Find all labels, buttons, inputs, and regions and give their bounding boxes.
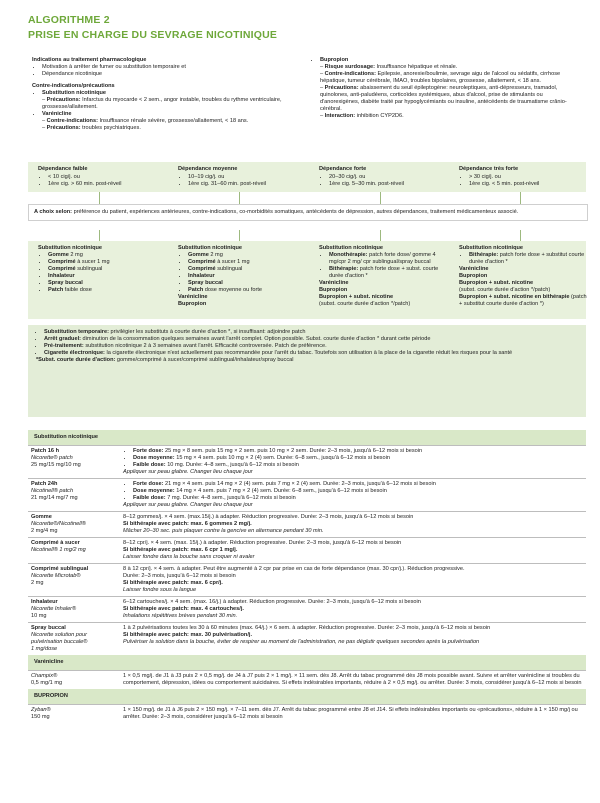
- table-section-header: [28, 689, 586, 705]
- treatment-title: Substitution nicotinique: [38, 245, 103, 251]
- text: Si bithérapie avec patch: max. 6 gommes 2 mg/j.: [123, 521, 252, 527]
- precautions-text: abaissement du seuil épileptogène: neuroleptiques, anti-dépresseurs, tramadol, quinolones, anti-paludéens, corticoïdes systémiques, abus d'alcool, prise de stimulants ou d'anorexigènes, diabète traité par hypoglycémiants ou insuline, antécédents de traumatisme crânio-cérébral.: [320, 85, 567, 112]
- text: 14 mg × 4 sem. puis 7 mg × 2 (4) sem. Durée: 6–8 sem., jusqu'à 6–12 mois si besoin: [174, 488, 387, 494]
- dependence-criterion: • 1ère cig. > 60 min. post-réveil: [48, 181, 166, 188]
- text: Inhalateur: [31, 599, 58, 605]
- note-item: [44, 350, 580, 357]
- text: Inhalateur: [188, 273, 215, 279]
- connector: [380, 230, 381, 241]
- choice-text: préférence du patient, expériences antérieures, contre-indications, co-morbidités somatiques, antécédents de dépression, autres dépendances, traitement médicamenteux associé.: [72, 209, 519, 215]
- text: *Subst. courte durée d'action:: [36, 357, 116, 363]
- text: Mâcher 20–30 sec. puis plaquer contre la gencive en alternance pendant 30 min.: [123, 528, 324, 534]
- note-item: [44, 336, 580, 343]
- text: Gomme: [188, 252, 209, 258]
- text: Nicorette solution pour pulvérisation buccale®: [31, 632, 88, 645]
- bupropion-combo-option: Bupropion + subst. nicotine: [459, 280, 534, 286]
- connector: [520, 192, 521, 204]
- text: Comprimé: [188, 266, 216, 272]
- text: Patch: [188, 287, 204, 293]
- text: 25 mg × 8 sem. puis 15 mg × 2 sem. puis 10 mg × 2 sem. Durée: 2–3 mois, jusqu'à 6–12 mois si besoin: [163, 448, 423, 454]
- text: Nicorette® patch: [31, 455, 73, 461]
- text: Pré-traitement:: [44, 343, 84, 349]
- text: Faible dose:: [133, 495, 166, 501]
- contra-sub1-title: Substitution nicotinique: [42, 90, 107, 96]
- note-asterisk: [28, 357, 586, 364]
- indications-heading: Indications au traitement pharmacologique: [32, 57, 147, 63]
- text: 10 mg: [31, 613, 47, 619]
- text: Forte dose:: [133, 448, 164, 454]
- indications-section: Indications au traitement pharmacologique • Motivation à arrêter de fumer ou substitution temporaire et • Dépendance nicotinique Contre-indications/précautions • Substitution nicotinique – Précautions: Infarctus du myocarde < 2 sem., angor instable, troubles du rythme ventriculaire, grossesse/allaitement. • Varénicline – Contre-indications: Insuffisance rénale sévère, grossesse/allaitement, < 18 ans. – Précautions: troubles psychiatriques.: [32, 57, 294, 132]
- contra-sub2-title: Varénicline: [42, 111, 72, 117]
- text: Gomme: [31, 514, 52, 520]
- text: Comprimé: [188, 259, 216, 265]
- text: BUPROPION: [28, 689, 586, 705]
- connector: [239, 230, 240, 241]
- text: Bithérapie:: [469, 252, 499, 258]
- dependence-weak: [38, 166, 166, 188]
- combo-note: (patch + substitut courte durée d'action *): [459, 294, 587, 307]
- bupropion-combo-option: Bupropion + subst. nicotine: [319, 294, 394, 300]
- text: 2 mg: [208, 252, 223, 258]
- text: sublingual: [215, 266, 243, 272]
- text: Nicorette®/Nicotinell®: [31, 521, 86, 527]
- treatment-options: [28, 241, 586, 319]
- precautions-label: Précautions:: [324, 85, 359, 91]
- text: dose moyenne ou forte: [203, 287, 263, 293]
- dependence-criterion: • < 10 cig/j. ou: [48, 174, 166, 181]
- indication-item: • Dépendance nicotinique: [42, 71, 294, 78]
- text: 1 × 150 mg/j. de J1 à J6 puis 2 × 150 mg/j. × 7–11 sem. dès J7. Arrêt du tabac programmé entre J8 et J14. Si effets indésirables importants ou «précautions», réduire à 1 × 150 mg/j ou arrêter. Durée: 2–3 mois, considérer jusqu'à 6–12 mois si besoin: [123, 707, 578, 720]
- bupropion-option: Bupropion: [319, 287, 348, 293]
- text: 21 mg/14 mg/7 mg: [31, 495, 78, 501]
- text: à sucer 1 mg: [75, 259, 110, 265]
- text: Monothérapie:: [329, 252, 368, 258]
- table-row: [28, 623, 586, 656]
- text: Comprimé sublingual: [31, 566, 89, 572]
- text: Inhalations répétitives brèves pendant 30 min.: [123, 613, 238, 619]
- text: Nicotinell® 1 mg/2 mg: [31, 547, 86, 553]
- table-row: [28, 446, 586, 479]
- treatment-col-weak: [38, 245, 166, 294]
- text: Si bithérapie avec patch: max. 6 cpr/j.: [123, 580, 223, 586]
- varenicline-option: Varénicline: [178, 294, 208, 300]
- text: Dose moyenne:: [133, 455, 175, 461]
- risk-label: Risque surdosage:: [324, 64, 376, 70]
- table-row: [28, 564, 586, 597]
- text: patch forte dose + substitut courte durée d'action *: [469, 252, 585, 265]
- text: Faible dose:: [133, 462, 166, 468]
- dosage-table: [28, 430, 586, 723]
- bupropion-section: • Bupropion – Risque surdosage: Insuffisance hépatique et rénale. – Contre-indications: Epilepsie, anorexie/boulimie, sevrage aigu de l'alcool ou sédatifs, cirrhose hépatique, tumeur cérébrale, IMAO, troubles bipolaires, grossesse, allaitement, < 18 ans. – Précautions: abaissement du seuil épileptogène: neuroleptiques, anti-dépresseurs, tramadol, quinolones, anti-paludéens, corticoïdes systémiques, abus d'alcool, prise de stimulants ou d'anorexigènes, diabète traité par hypoglycémiants ou insuline, antécédents de traumatisme crânio-cérébral. – Interaction: inhibition CYP2D6.: [310, 57, 578, 120]
- text: Laisser fondre dans la bouche sans croquer ni avaler: [123, 554, 255, 560]
- text: 150 mg: [31, 714, 50, 720]
- treatment-col-very-strong: [459, 245, 587, 308]
- ci-text: Insuffisance rénale sévère, grossesse/allaitement, < 18 ans.: [97, 118, 249, 124]
- text: Comprimé: [48, 266, 76, 272]
- dependence-strong: [319, 166, 447, 188]
- precautions-label: Précautions:: [46, 97, 81, 103]
- page-title: PRISE EN CHARGE DU SEVRAGE NICOTINIQUE: [28, 29, 278, 41]
- text: Bithérapie:: [329, 266, 359, 272]
- table-row: [28, 671, 586, 690]
- ci-label: Contre-indications:: [46, 118, 98, 124]
- text: Laisser fondre sous la langue: [123, 587, 197, 593]
- text: Forte dose:: [133, 481, 164, 487]
- text: patch forte dose/ gomme 4 mg/cpr 2 mg/ cpr sublingual/spray buccal: [329, 252, 436, 265]
- dependence-criterion: • 1ère cig. 31–60 min. post-réveil: [188, 181, 306, 188]
- text: Patch: [48, 287, 64, 293]
- interaction-text: inhibition CYP2D6.: [355, 113, 404, 119]
- interaction-label: Interaction:: [324, 113, 356, 119]
- text: 21 mg × 4 sem. puis 14 mg × 2 (4) sem. puis 7 mg × 2 (4) sem. Durée: 2–3 mois, jusqu'à 6–12 mois si besoin: [163, 481, 436, 487]
- text: 2 mg: [31, 580, 44, 586]
- text: Inhalateur: [48, 273, 75, 279]
- treatment-col-medium: [178, 245, 306, 308]
- combo-note: (subst. courte durée d'action */patch): [459, 287, 551, 293]
- dependence-title: Dépendance très forte: [459, 166, 519, 172]
- connector: [99, 192, 100, 204]
- text: Substitution temporaire:: [44, 329, 109, 335]
- choice-label: A choix selon:: [34, 209, 73, 215]
- text: Nicotinell® patch: [31, 488, 74, 494]
- connector: [99, 230, 100, 241]
- table-section-header: [28, 655, 586, 671]
- text: privilégier les substituts à courte durée d'action *, si insuffisant: adjoindre patch: [108, 329, 306, 335]
- dependence-medium: [178, 166, 306, 188]
- text: 25 mg/15 mg/10 mg: [31, 462, 81, 468]
- text: 2 mg/4 mg: [31, 528, 58, 534]
- text: Nicorette Inhaler®: [31, 606, 77, 612]
- text: Appliquer sur peau glabre. Changer lieu chaque jour: [123, 502, 253, 508]
- text: Gomme: [48, 252, 69, 258]
- text: 8 à 12 cpr/j. × 4 sem. à adapter. Peut être augmenté à 2 cpr par prise en cas de forte dépendance (max. 30 cpr/j.). Réduction progressive.: [123, 566, 465, 572]
- notes-panel: [28, 325, 586, 417]
- indication-item: • Motivation à arrêter de fumer ou substitution temporaire et: [42, 64, 294, 71]
- table-section-header: [28, 430, 586, 446]
- contra-heading: Contre-indications/précautions: [32, 83, 115, 89]
- text: Si bithérapie avec patch: max. 4 cartouches/j.: [123, 606, 244, 612]
- text: Arrêt graduel:: [44, 336, 81, 342]
- text: à sucer 1 mg: [215, 259, 250, 265]
- risk-text: Insuffisance hépatique et rénale.: [375, 64, 458, 70]
- note-item: [44, 329, 580, 336]
- connector: [380, 192, 381, 204]
- text: Pulvériser la solution dans la bouche, éviter de respirer au moment de l'administration, ne pas déglutir quelques secondes après la pulvérisation: [123, 639, 480, 645]
- text: Champix®: [31, 673, 58, 679]
- dependence-criterion: • 20–30 cig/j. ou: [329, 174, 447, 181]
- table-row: [28, 538, 586, 564]
- treatment-title: Substitution nicotinique: [319, 245, 384, 251]
- text: 1 × 0,5 mg/j. de J1 à J3 puis 2 × 0,5 mg/j. de J4 à J7 puis 2 × 1 mg/j. × 11 sem. dès J8. Arrêt du tabac programmé dès J8 mois possible avant. Suivre et arrêter varénicline si troubles du comportement, dépression, idées ou comportement suicidaires. Si effets indésirables importants, réduire à 2 × 0,5 mg/j. ou arrêter. Durée: 3 mois, considérer jusqu'à 6–12 mois si besoin: [123, 673, 582, 686]
- text: Patch 16 h: [31, 448, 59, 454]
- connector: [520, 230, 521, 241]
- bupropion-option: Bupropion: [459, 273, 488, 279]
- precautions-label: Précautions:: [46, 125, 81, 131]
- text: Appliquer sur peau glabre. Changer lieu chaque jour: [123, 469, 253, 475]
- text: Spray buccal: [188, 280, 223, 286]
- dependence-very-strong: [459, 166, 587, 188]
- text: Comprimé à sucer: [31, 540, 80, 546]
- bupropion-bitherapy-option: Bupropion + subst. nicotine en bithérapie: [459, 294, 570, 300]
- text: Substitution nicotinique: [28, 430, 586, 446]
- treatment-col-strong: [319, 245, 447, 308]
- dependence-criterion: • 1ère cig. < 5 min. post-réveil: [469, 181, 587, 188]
- text: 10 mg. Durée: 4–8 sem., jusqu'à 6–12 mois si besoin: [165, 462, 299, 468]
- text: 2 mg: [68, 252, 83, 258]
- text: Varénicline: [28, 655, 586, 671]
- precautions-text: Infarctus du myocarde < 2 sem., angor instable, troubles du rythme ventriculaire, grossesse/allaitement.: [42, 97, 282, 110]
- text: 1 mg/dose: [31, 646, 58, 652]
- text: Patch 24h: [31, 481, 58, 487]
- table-row: [28, 512, 586, 538]
- text: Cigarette électronique:: [44, 350, 105, 356]
- dependence-criterion: • > 30 cig/j. ou: [469, 174, 587, 181]
- varenicline-option: Varénicline: [319, 280, 349, 286]
- text: 6–12 cartouches/j. × 4 sem. (max. 16/j.) à adapter. Réduction progressive. Durée: 2–3 mois, jusqu'à 6–12 mois si besoin: [123, 599, 421, 605]
- text: 8–12 gommes/j. × 4 sem. (max.15/j.) à adapter. Réduction progressive. Durée: 2–3 mois, jusqu'à 6–12 mois si besoin: [123, 514, 414, 520]
- varenicline-option: Varénicline: [459, 266, 489, 272]
- text: 0,5 mg/1 mg: [31, 680, 63, 686]
- connector: [239, 192, 240, 204]
- dependence-criterion: • 1ère cig. 5–30 min. post-réveil: [329, 181, 447, 188]
- choice-criteria: [28, 204, 588, 221]
- text: Zyban®: [31, 707, 51, 713]
- text: Spray buccal: [31, 625, 66, 631]
- table-row: [28, 479, 586, 512]
- bupropion-option: Bupropion: [178, 301, 207, 307]
- table-row: [28, 597, 586, 623]
- text: 7 mg. Durée: 4–8 sem., jusqu'à 6–12 mois si besoin: [165, 495, 296, 501]
- text: Spray buccal: [48, 280, 83, 286]
- text: Si bithérapie avec patch: max. 6 cpr 1 mg/j.: [123, 547, 238, 553]
- treatment-title: Substitution nicotinique: [459, 245, 524, 251]
- dependence-title: Dépendance forte: [319, 166, 367, 172]
- combo-note: (subst. courte durée d'action */patch): [319, 301, 411, 307]
- precautions-text: troubles psychiatriques.: [80, 125, 141, 131]
- text: gomme/comprimé à sucer/comprimé sublingual/inhalateur/spray buccal: [115, 357, 294, 363]
- text: Comprimé: [48, 259, 76, 265]
- text: faible dose: [63, 287, 92, 293]
- text: la cigarette électronique n'est actuellement pas recommandée pour l'arrêt du tabac. Toutefois son utilisation à la place de la cigarette réduit les risques pour la santé: [104, 350, 513, 356]
- dependence-criterion: • 10–19 cig/j. ou: [188, 174, 306, 181]
- table-row: [28, 705, 586, 724]
- text: 1 à 2 pulvérisations toutes les 30 à 60 minutes (max. 64/j.) × 6 sem. à adapter. Réduction progressive. Durée: 2–3 mois, jusqu'à 6–12 mois si besoin: [123, 625, 491, 631]
- bupropion-title: Bupropion: [320, 57, 349, 63]
- dependence-title: Dépendance faible: [38, 166, 88, 172]
- text: patch forte dose + subst. courte durée d'action *: [329, 266, 439, 279]
- text: sublingual: [75, 266, 103, 272]
- algorithm-number: ALGORITHME 2: [28, 14, 110, 26]
- note-item: [44, 343, 580, 350]
- text: Durée: 2–3 mois, jusqu'à 6–12 mois si besoin: [123, 573, 236, 579]
- ci-text: Epilepsie, anorexie/boulimie, sevrage aigu de l'alcool ou sédatifs, cirrhose hépatique, tumeur cérébrale, IMAO, troubles bipolaires, grossesse, allaitement, < 18 ans.: [320, 71, 561, 84]
- ci-label: Contre-indications:: [324, 71, 376, 77]
- dependence-levels: [28, 162, 586, 192]
- text: substitution nicotinique 2 à 3 semaines avant l'arrêt. Efficacité controversée. Patch de préférence.: [83, 343, 327, 349]
- treatment-title: Substitution nicotinique: [178, 245, 243, 251]
- text: 15 mg × 4 sem. puis 10 mg × 2 (4) sem. Durée: 6–8 sem., jusqu'à 6–12 mois si besoin: [174, 455, 390, 461]
- text: diminution de la consommation quelques semaines avant l'arrêt complet. Option possible. Subst. courte durée d'action * durant cette période: [81, 336, 431, 342]
- text: Si bithérapie avec patch: max. 30 pulvérisation/j.: [123, 632, 253, 638]
- text: Nicorette Microtab®: [31, 573, 81, 579]
- dependence-title: Dépendance moyenne: [178, 166, 238, 172]
- text: Dose moyenne:: [133, 488, 175, 494]
- text: 8–12 cpr/j. × 4 sem. (max. 15/j.) à adapter. Réduction progressive. Durée: 2–3 mois, jusqu'à 6–12 mois si besoin: [123, 540, 402, 546]
